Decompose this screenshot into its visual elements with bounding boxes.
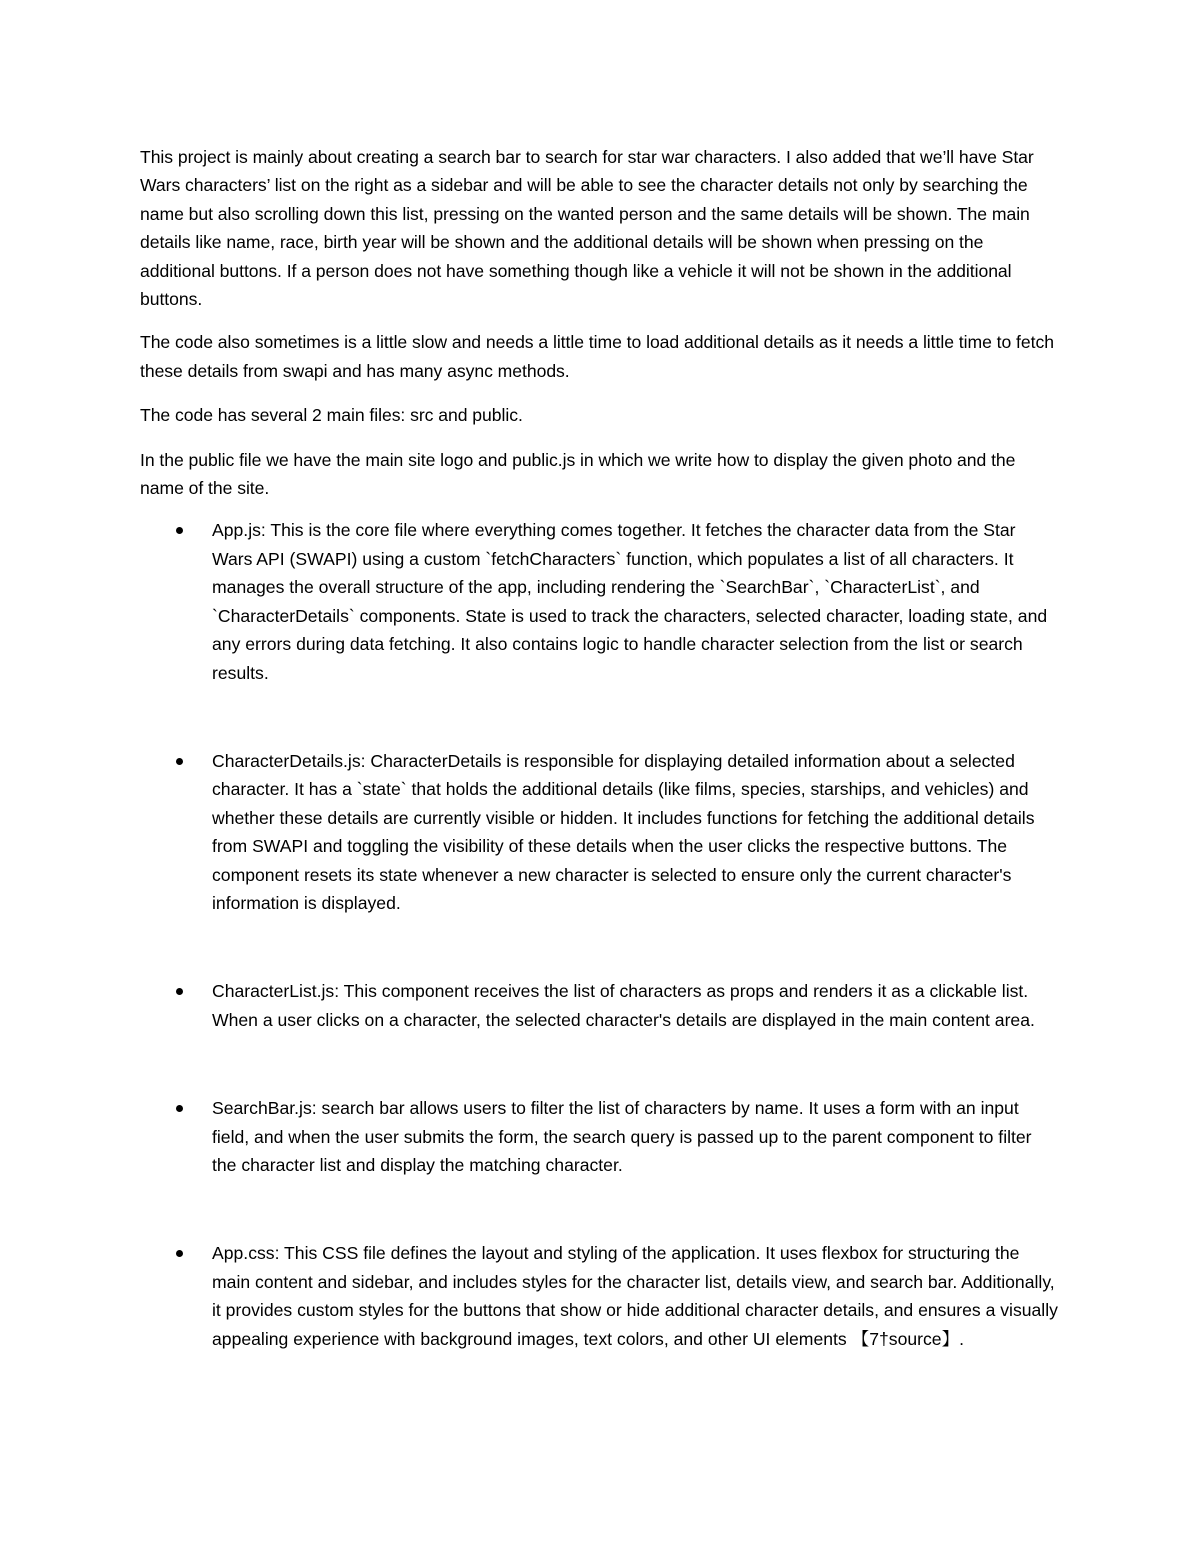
list-item-text: App.js: This is the core file where everything comes together. It fetches the character data from the Star Wars API (SWAPI) using a custom `fetchCharacters` function, which populates a list of all characters. It manages the overall structure of the app, including rendering the `SearchBar`, `CharacterList`, and `CharacterDetails` components. State is used to track the characters, selected character, loading state, and any errors during data fetching. It also contains logic to handle character selection from the list or search results.	[212, 520, 1048, 683]
list-item-app-js	[140, 516, 1060, 686]
list-item-text: CharacterDetails.js: CharacterDetails is responsible for displaying detailed information about a selected character. It has a `state` that holds the additional details (like films, species, starships, and vehicles) and whether these details are currently visible or hidden. It includes functions for fetching the additional details from SWAPI and toggling the visibility of these details when the user clicks the respective buttons. The component resets its state whenever a new character is selected to ensure only the current character's information is displayed.	[212, 750, 1035, 913]
list-item-text: CharacterList.js: This component receives the list of characters as props and renders it as a clickable list. When a user clicks on a character, the selected character's details are displayed in the main content area.	[212, 981, 1035, 1030]
intro-paragraph: This project is mainly about creating a search bar to search for star war characters. I also added that we’ll have Star Wars characters’ list on the right as a sidebar and will be able to see the character details not only by searching the name but also scrolling down this list, pressing on the wanted person and the same details will be shown. The main details like name, race, birth year will be shown and the additional details will be shown when pressing on the additional buttons. If a person does not have something though like a vehicle it will not be shown in the additional buttons.	[140, 147, 1034, 310]
list-item-text: App.css: This CSS file defines the layout and styling of the application. It uses flexbox for structuring the main content and sidebar, and includes styles for the character list, details view, and search bar. Additionally, it provides custom styles for the buttons that show or hide additional character details, and ensures a visually appealing experience with background images, text colors, and other UI elements 【7†source】.	[212, 1243, 1058, 1349]
file-description-list	[140, 516, 1060, 1353]
public-file-paragraph: In the public file we have the main site logo and public.js in which we write how to display the given photo and the name of the site.	[140, 449, 1016, 499]
bullet-dot-icon	[176, 1250, 183, 1257]
document-body	[140, 143, 1060, 1353]
list-item-character-details-js	[140, 747, 1060, 917]
bullet-dot-icon	[176, 527, 183, 534]
list-item-character-list-js	[140, 977, 1060, 1034]
list-item-app-css	[140, 1239, 1060, 1353]
bullet-dot-icon	[176, 1105, 183, 1112]
files-paragraph: The code has several 2 main files: src and public.	[140, 405, 523, 426]
bullet-dot-icon	[176, 758, 183, 765]
performance-paragraph: The code also sometimes is a little slow and needs a little time to load additional details as it needs a little time to fetch these details from swapi and has many async methods.	[140, 332, 1054, 381]
bullet-dot-icon	[176, 988, 183, 995]
list-item-search-bar-js	[140, 1094, 1060, 1179]
list-item-text: SearchBar.js: search bar allows users to filter the list of characters by name. It uses a form with an input field, and when the user submits the form, the search query is passed up to the parent component to filter the character list and display the matching character.	[212, 1098, 1032, 1175]
